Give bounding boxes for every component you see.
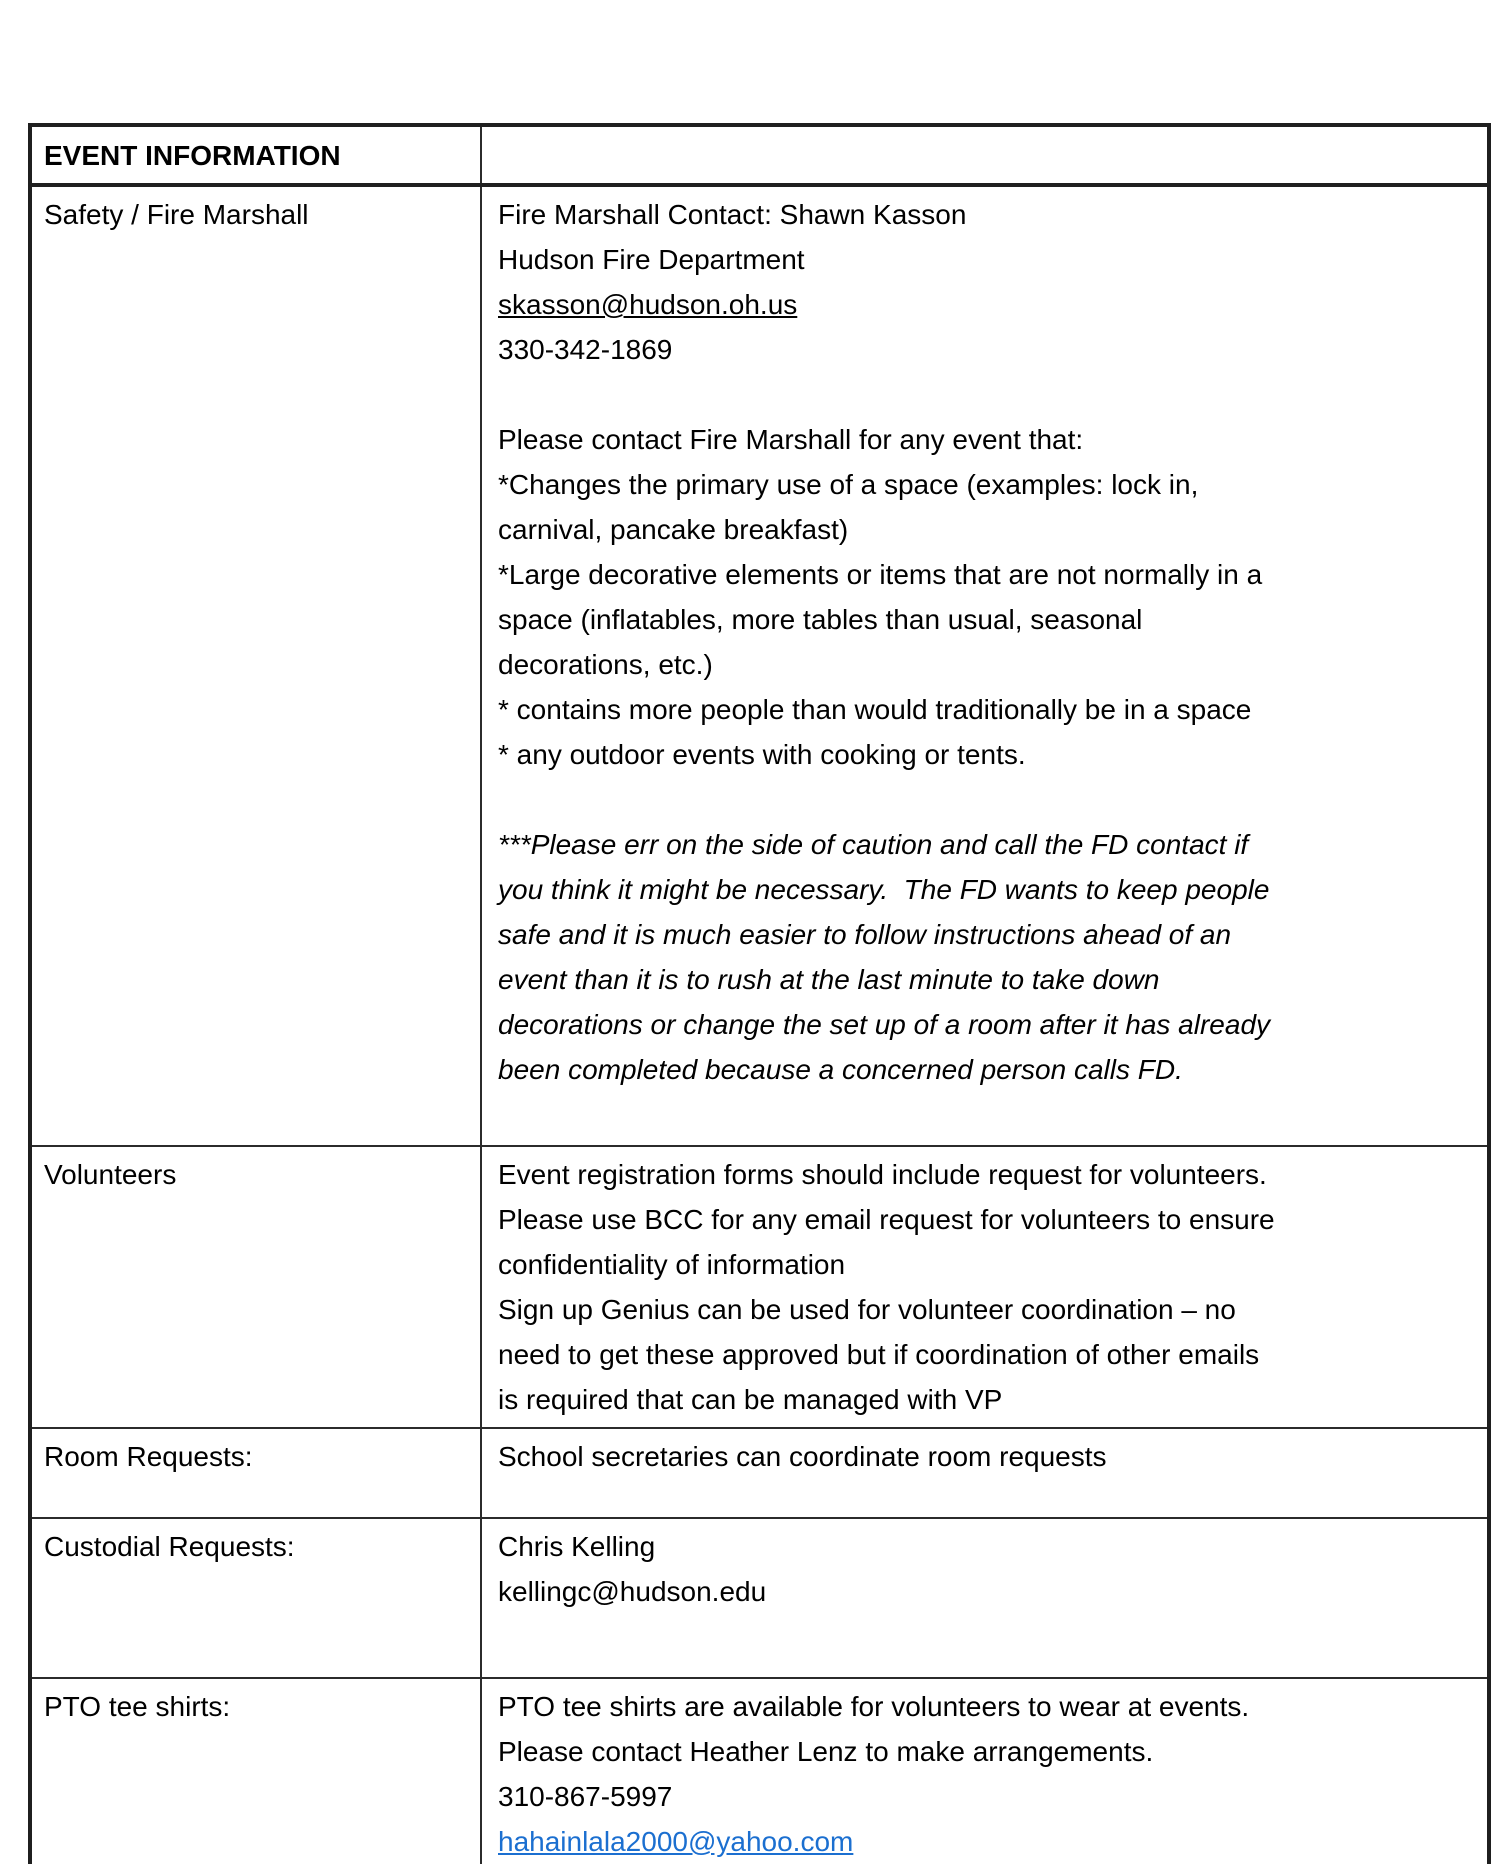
table-row-volunteers — [32, 1145, 1487, 1427]
text-line: Please contact Fire Marshall for any event that: — [498, 424, 1084, 455]
row-content-safety — [482, 187, 1487, 1145]
text-line: Please use BCC for any email request for volunteers to ensure — [498, 1204, 1275, 1235]
row-label-pto-tee-shirts: PTO tee shirts: — [32, 1679, 482, 1864]
table-header-row — [32, 127, 1487, 187]
text-line: decorations, etc.) — [498, 649, 713, 680]
text-line: * any outdoor events with cooking or tents. — [498, 739, 1026, 770]
fire-marshall-contact-block — [498, 192, 1473, 282]
row-label-safety: Safety / Fire Marshall — [32, 187, 482, 1145]
text-line: 310-867-5997 — [498, 1781, 673, 1812]
volunteers-text-block — [498, 1152, 1473, 1422]
table-row-room-requests — [32, 1427, 1487, 1517]
phone-number: 330-342-1869 — [498, 334, 673, 365]
row-content-room-requests — [482, 1429, 1487, 1517]
text-line: event than it is to rush at the last minute to take down — [498, 964, 1160, 995]
text-line: been completed because a concerned person calls FD. — [498, 1054, 1183, 1085]
table-header-title: EVENT INFORMATION — [32, 127, 482, 183]
text-line: safe and it is much easier to follow instructions ahead of an — [498, 919, 1232, 950]
text-line: need to get these approved but if coordination of other emails — [498, 1339, 1260, 1370]
text-line: Event registration forms should include request for volunteers. — [498, 1159, 1267, 1190]
email-link-hahainlala[interactable]: hahainlala2000@yahoo.com — [498, 1826, 854, 1857]
custodial-contact-name: Chris Kelling — [498, 1531, 656, 1562]
fire-marshall-guidelines-block — [498, 417, 1473, 777]
text-line: PTO tee shirts are available for volunteers to wear at events. — [498, 1691, 1250, 1722]
text-line: decorations or change the set up of a room after it has already — [498, 1009, 1271, 1040]
blank-line — [498, 777, 1473, 822]
text-line: Fire Marshall Contact: Shawn Kasson — [498, 199, 967, 230]
table-row-safety — [32, 187, 1487, 1145]
room-requests-text-block — [498, 1434, 1473, 1479]
text-line: confidentiality of information — [498, 1249, 846, 1280]
text-line: ***Please err on the side of caution and call the FD contact if — [498, 829, 1249, 860]
row-label-room-requests: Room Requests: — [32, 1429, 482, 1517]
table-header-empty-cell — [482, 127, 1487, 183]
text-line: carnival, pancake breakfast) — [498, 514, 849, 545]
table-row-custodial-requests — [32, 1517, 1487, 1677]
email-line — [498, 282, 1473, 327]
row-label-custodial-requests: Custodial Requests: — [32, 1519, 482, 1677]
text-line: you think it might be necessary. The FD wants to keep people — [498, 874, 1270, 905]
text-line: Please contact Heather Lenz to make arrangements. — [498, 1736, 1154, 1767]
email-line — [498, 1819, 1473, 1864]
blank-line — [498, 372, 1473, 417]
pto-text-block — [498, 1684, 1473, 1819]
text-line: School secretaries can coordinate room requests — [498, 1441, 1107, 1472]
text-line: * contains more people than would traditionally be in a space — [498, 694, 1252, 725]
text-line: space (inflatables, more tables than usual, seasonal — [498, 604, 1143, 635]
text-line: is required that can be managed with VP — [498, 1384, 1003, 1415]
text-line: *Changes the primary use of a space (examples: lock in, — [498, 469, 1199, 500]
custodial-email: kellingc@hudson.edu — [498, 1576, 767, 1607]
text-line: *Large decorative elements or items that are not normally in a — [498, 559, 1263, 590]
row-content-volunteers — [482, 1147, 1487, 1427]
row-content-pto-tee-shirts — [482, 1679, 1487, 1864]
text-line: Hudson Fire Department — [498, 244, 805, 275]
email-link-skasson[interactable]: skasson@hudson.oh.us — [498, 289, 798, 320]
event-information-table — [28, 123, 1491, 1864]
row-content-custodial-requests — [482, 1519, 1487, 1677]
text-line: Sign up Genius can be used for volunteer coordination – no — [498, 1294, 1236, 1325]
table-row-pto-tee-shirts — [32, 1677, 1487, 1864]
row-label-volunteers: Volunteers — [32, 1147, 482, 1427]
fd-caution-note — [498, 822, 1473, 1092]
